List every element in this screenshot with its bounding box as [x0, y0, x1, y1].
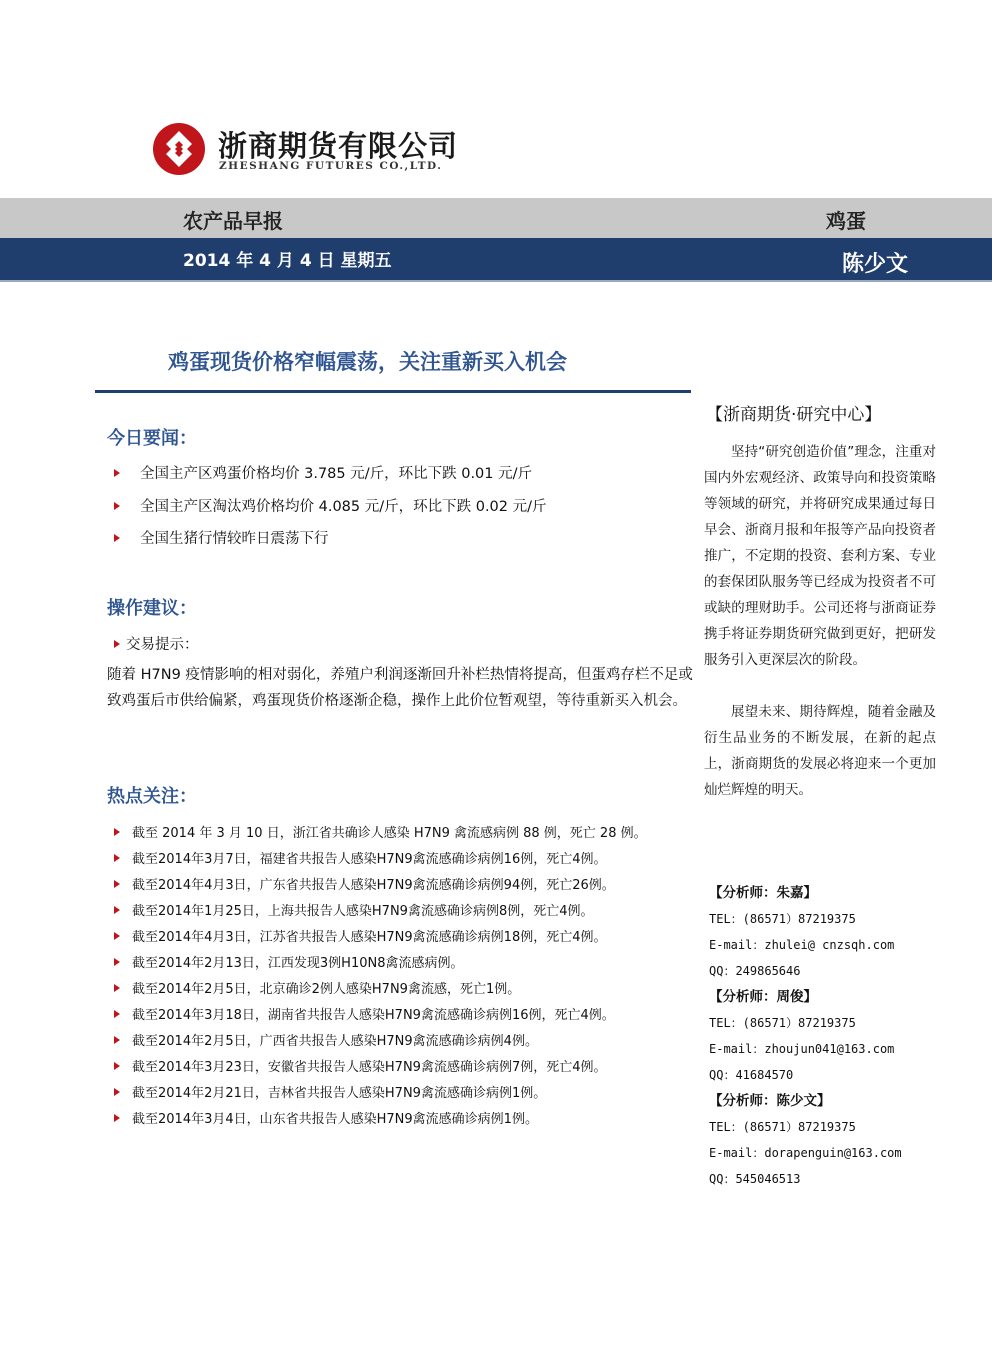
company-logo	[152, 120, 459, 180]
hot-item: 截至2014年4月3日，江苏省共报告人感染H7N9禽流感确诊病例18例，死亡4例。	[114, 926, 647, 952]
bullet-arrow-icon	[114, 1036, 120, 1044]
analyst-email[interactable]: E-mail：dorapenguin@163.com	[709, 1146, 902, 1160]
bullet-arrow-icon	[114, 958, 120, 966]
hot-item: 截至2014年2月5日，北京确诊2例人感染H7N9禽流感，死亡1例。	[114, 978, 647, 1004]
hot-item: 截至2014年4月3日，广东省共报告人感染H7N9禽流感确诊病例94例，死亡26例。	[114, 874, 647, 900]
hot-item: 截至2014年3月4日，山东省共报告人感染H7N9禽流感确诊病例1例。	[114, 1108, 647, 1134]
sidebar-title: 【浙商期货·研究中心】	[706, 405, 882, 425]
hot-item: 截至2014年3月7日，福建省共报告人感染H7N9禽流感确诊病例16例，死亡4例。	[114, 848, 647, 874]
bullet-arrow-icon	[114, 932, 120, 940]
company-logo-icon	[152, 122, 206, 176]
bullet-arrow-icon	[114, 1088, 120, 1096]
news-item: 全国主产区淘汰鸡价格均价 4.085 元/斤，环比下跌 0.02 元/斤	[114, 495, 547, 516]
bullet-arrow-icon	[114, 502, 120, 510]
bullet-arrow-icon	[114, 828, 120, 836]
bullet-arrow-icon	[114, 880, 120, 888]
bullet-arrow-icon	[114, 1010, 120, 1018]
sidebar-outlook: 展望未来、期待辉煌，随着金融及衍生品业务的不断发展，在新的起点上，浙商期货的发展必将迎来一个更加灿烂辉煌的明天。	[704, 704, 936, 798]
bullet-arrow-icon	[114, 984, 120, 992]
hot-heading: 热点关注：	[107, 786, 197, 807]
analyst-qq: QQ：545046513	[709, 1172, 801, 1186]
advice-text: 随着 H7N9 疫情影响的相对弱化，养殖户利润逐渐回升补栏热情将提高，但蛋鸡存栏不足或致鸡蛋后市供给偏紧，鸡蛋现货价格逐渐企稳，操作上此价位暂观望，等待重新买入机会。	[107, 667, 693, 709]
hot-item: 截至2014年2月5日，广西省共报告人感染H7N9禽流感确诊病例4例。	[114, 1030, 647, 1056]
bullet-arrow-icon	[114, 640, 120, 648]
news-heading: 今日要闻：	[107, 428, 197, 449]
news-item: 全国主产区鸡蛋价格均价 3.785 元/斤，环比下跌 0.01 元/斤	[114, 462, 532, 483]
bullet-arrow-icon	[114, 469, 120, 477]
news-item: 全国生猪行情较昨日震荡下行	[114, 527, 329, 548]
hot-item: 截至2014年1月25日，上海共报告人感染H7N9禽流感确诊病例8例，死亡4例。	[114, 900, 647, 926]
analyst-qq: QQ：249865646	[709, 964, 801, 978]
sidebar-intro: 坚持“研究创造价值”理念，注重对国内外宏观经济、政策导向和投资策略等领域的研究，并将研究成果通过每日早会、浙商月报和年报等产品向投资者推广，不定期的投资、套利方案、专业的套保团队服务等已经成为投资者不可或缺的理财助手。公司还将与浙商证券携手将证券期货研究做到更好，把研发服务引入更深层次的阶段。	[704, 444, 936, 668]
analyst-card	[709, 984, 894, 1088]
bullet-arrow-icon	[114, 906, 120, 914]
hot-item: 截至2014年2月21日，吉林省共报告人感染H7N9禽流感确诊病例1例。	[114, 1082, 647, 1108]
analyst-tel: TEL：(86571）87219375	[709, 1120, 856, 1134]
company-name-en: ZHESHANG FUTURES CO.,LTD.	[219, 160, 443, 172]
title-divider	[95, 390, 691, 393]
analyst-card	[709, 1088, 902, 1192]
hot-item: 截至2014年2月13日，江西发现3例H10N8禽流感病例。	[114, 952, 647, 978]
hot-item: 截至2014年3月23日，安徽省共报告人感染H7N9禽流感确诊病例7例，死亡4例。	[114, 1056, 647, 1082]
hot-item: 截至 2014 年 3 月 10 日，浙江省共确诊人感染 H7N9 禽流感病例 88 例，死亡 28 例。	[114, 822, 647, 848]
company-name-cn: 浙商期货有限公司	[218, 129, 459, 163]
header-band-rule	[0, 280, 992, 282]
analyst-card	[709, 880, 894, 984]
bullet-arrow-icon	[114, 1062, 120, 1070]
bullet-arrow-icon	[114, 1114, 120, 1122]
bullet-arrow-icon	[114, 534, 120, 542]
analyst-name: 【分析师：周俊】	[709, 989, 817, 1005]
bullet-arrow-icon	[114, 854, 120, 862]
page-title: 鸡蛋现货价格窄幅震荡，关注重新买入机会	[168, 350, 567, 374]
analyst-tel: TEL：(86571）87219375	[709, 912, 856, 926]
hot-item: 截至2014年3月18日，湖南省共报告人感染H7N9禽流感确诊病例16例，死亡4例。	[114, 1004, 647, 1030]
analyst-email[interactable]: E-mail：zhulei@ cnzsqh.com	[709, 938, 895, 952]
advice-heading: 操作建议：	[107, 598, 197, 619]
report-type: 农产品早报	[183, 209, 283, 233]
report-date: 2014 年 4 月 4 日 星期五	[183, 251, 392, 271]
report-author: 陈少文	[842, 252, 909, 277]
trade-tip-label: 交易提示：	[114, 633, 199, 654]
analyst-tel: TEL：(86571）87219375	[709, 1016, 856, 1030]
analyst-email[interactable]: E-mail：zhoujun041@163.com	[709, 1042, 895, 1056]
report-category: 鸡蛋	[826, 209, 866, 233]
analyst-name: 【分析师：朱嘉】	[709, 885, 817, 901]
analyst-qq: QQ：41684570	[709, 1068, 794, 1082]
hot-list	[114, 822, 647, 1134]
analyst-name: 【分析师：陈少文】	[709, 1093, 831, 1109]
